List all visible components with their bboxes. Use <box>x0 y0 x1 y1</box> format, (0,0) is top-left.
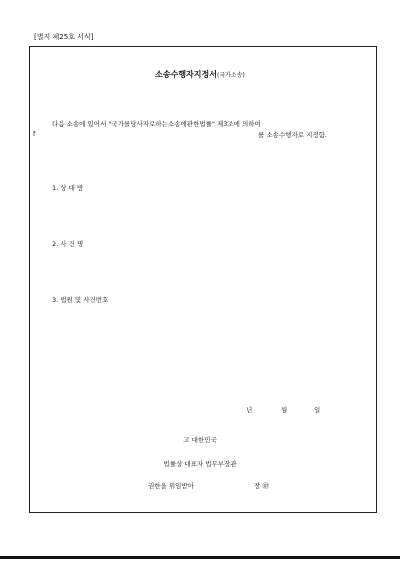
title-main: 소송수행자지정서 <box>155 70 217 79</box>
designee-mark: f <box>33 130 36 138</box>
designation-text-line2: 를 소송수행자로 지정함. <box>258 131 327 139</box>
delegated-signatory-label: 권한을 위임받아 <box>148 482 195 490</box>
bottom-rule <box>0 556 400 559</box>
legal-representative: 법률상 대표자 법무부장관 <box>163 460 237 468</box>
item-case-name: 2. 사 건 명 <box>52 240 84 248</box>
party-plaintiff: 고 대한민국 <box>183 436 217 444</box>
designation-text-line1: 다음 소송에 있어서 "국가를당사자로하는소송에관한법률" 제3조에 의하여 <box>52 120 261 128</box>
document-title <box>0 69 400 80</box>
date-year: 년 <box>246 406 253 414</box>
form-number-label: [별지 제25호 서식] <box>34 33 94 41</box>
seal-label: 장 ㊞ <box>254 482 269 490</box>
date-day: 일 <box>314 406 321 414</box>
item-opposing-party: 1. 상 대 방 <box>52 184 84 192</box>
item-court-case-number: 3. 법원 및 사건번호 <box>52 296 109 304</box>
date-month: 월 <box>281 406 288 414</box>
title-subtitle: (국가소송) <box>216 72 245 79</box>
